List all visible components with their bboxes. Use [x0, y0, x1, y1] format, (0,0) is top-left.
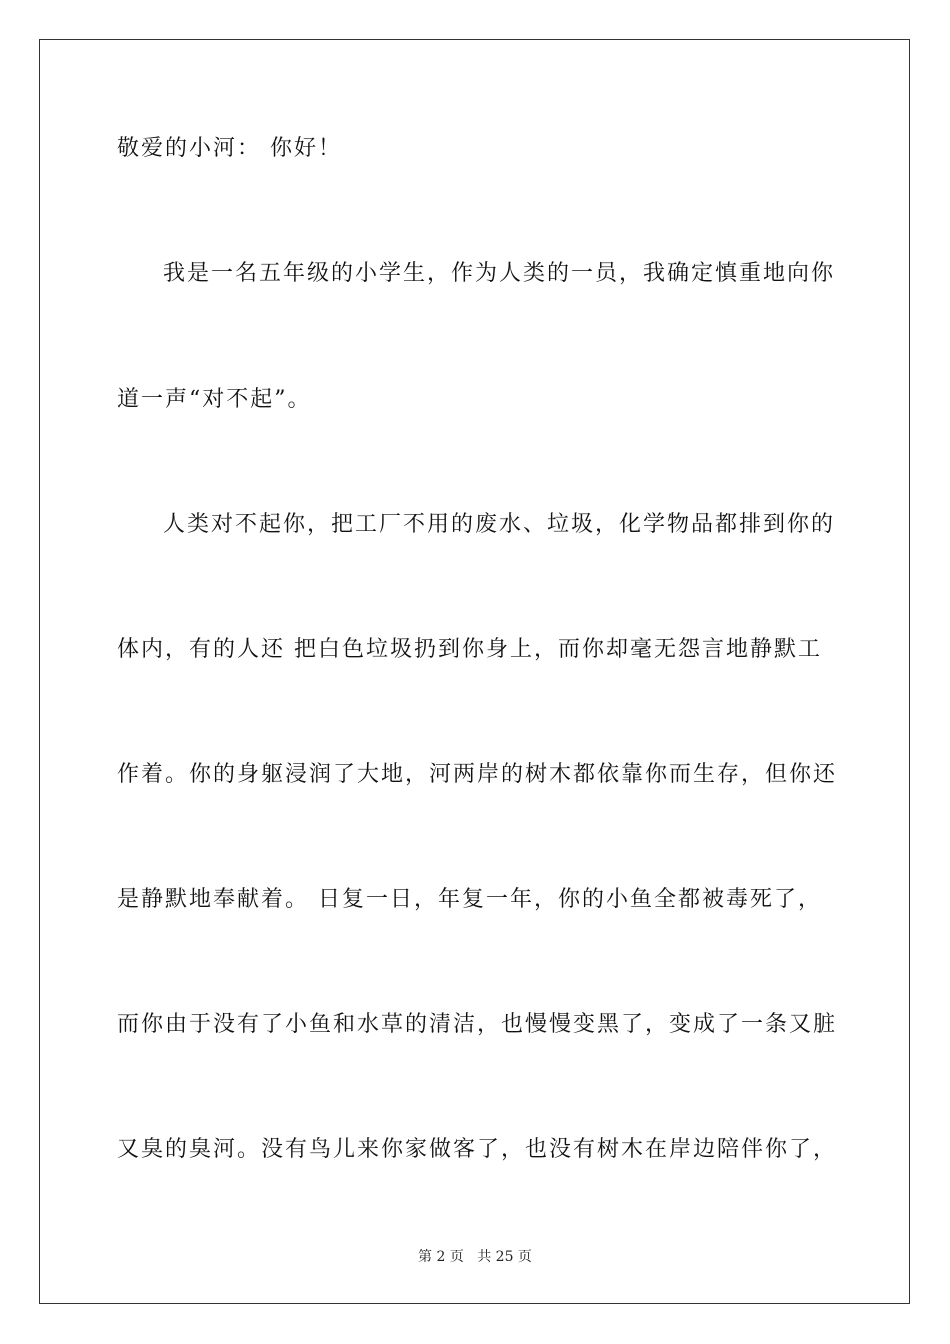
page-frame [39, 39, 910, 1304]
page-number: 第 2 页 [418, 1249, 464, 1265]
paragraph-line: 作着。你的身躯浸润了大地，河两岸的树木都依靠你而生存，但你还 [117, 762, 838, 787]
page-total: 共 25 页 [477, 1249, 532, 1265]
paragraph-line: 体内，有的人还 把白色垃圾扔到你身上，而你却毫无怨言地静默工 [117, 637, 822, 662]
page-footer [0, 1247, 950, 1267]
paragraph-line: 而你由于没有了小鱼和水草的清洁，也慢慢变黑了，变成了一条又脏 [117, 1012, 838, 1037]
paragraph-line: 道一声“对不起”。 [117, 387, 312, 412]
paragraph-line: 人类对不起你，把工厂不用的废水、垃圾，化学物品都排到你的 [163, 512, 836, 537]
paragraph-line: 是静默地奉献着。 日复一日，年复一年，你的小鱼全都被毒死了， [117, 887, 822, 912]
salutation-line: 敬爱的小河： 你好！ [117, 136, 342, 161]
paragraph-line: 我是一名五年级的小学生，作为人类的一员，我确定慎重地向你 [163, 261, 836, 286]
paragraph-line: 又臭的臭河。没有鸟儿来你家做客了，也没有树木在岸边陪伴你了， [117, 1137, 838, 1162]
